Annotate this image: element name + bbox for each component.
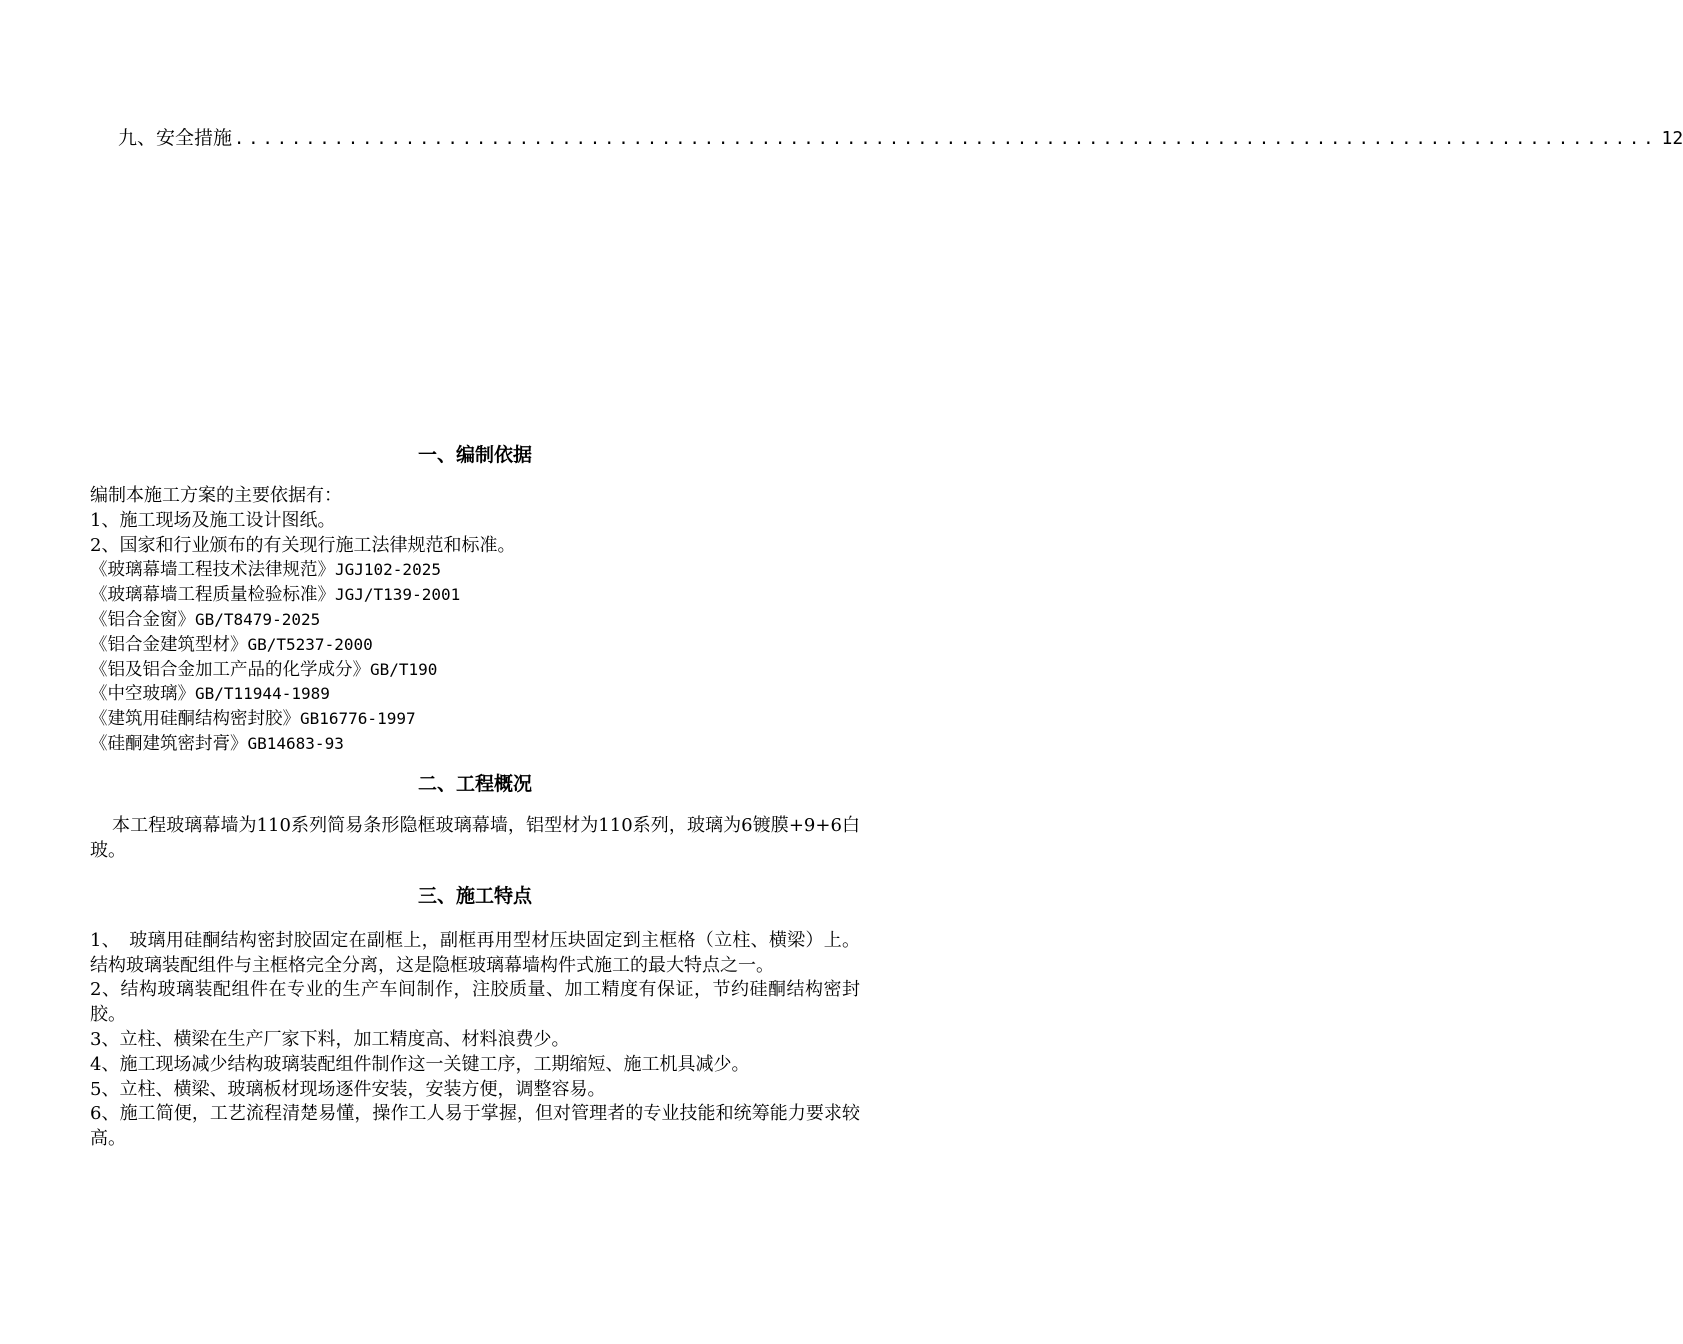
feature-item: 3、立柱、横梁在生产厂家下料，加工精度高、材料浪费少。 xyxy=(90,1028,570,1050)
standard-code: JGJ/T139-2001 xyxy=(335,585,461,605)
standard-name: 《铝及铝合金加工产品的化学成分》 xyxy=(90,659,370,680)
feature-item: 5、立柱、横梁、玻璃板材现场逐件安装，安装方便，调整容易。 xyxy=(90,1078,606,1100)
toc-page-number: 12 xyxy=(1661,128,1683,149)
standard-name: 《建筑用硅酮结构密封胶》 xyxy=(90,709,300,730)
standard-code: GB/T190 xyxy=(370,659,438,679)
standard-item xyxy=(90,583,860,608)
toc-entry[interactable] xyxy=(118,124,1683,152)
standard-name: 《玻璃幕墙工程技术法律规范》 xyxy=(90,560,335,581)
standard-item xyxy=(90,732,860,757)
standard-code: JGJ102-2025 xyxy=(335,560,441,580)
feature-item: 2、结构玻璃装配组件在专业的生产车间制作，注胶质量、加工精度有保证，节约硅酮结构密封胶。 xyxy=(90,979,860,1026)
document-body xyxy=(90,440,860,1152)
overview-paragraph: 本工程玻璃幕墙为110系列简易条形隐框玻璃幕墙，铝型材为110系列，玻璃为6镀膜+9+6白玻。 xyxy=(90,814,860,861)
feature-item: 6、施工简便，工艺流程清楚易懂，操作工人易于掌握，但对管理者的专业技能和统筹能力要求较高。 xyxy=(90,1103,860,1150)
section-heading-features: 三、施工特点 xyxy=(417,884,532,907)
toc-leader-dots: .................................................................................................... xyxy=(234,129,1658,149)
standard-item xyxy=(90,682,860,707)
standard-item xyxy=(90,658,860,683)
toc-entry-title: 九、安全措施 xyxy=(118,127,233,149)
standard-name: 《硅酮建筑密封膏》 xyxy=(90,733,248,754)
standard-name: 《中空玻璃》 xyxy=(90,684,195,705)
standard-code: GB/T8479-2025 xyxy=(195,609,321,629)
standard-code: GB/T11944-1989 xyxy=(195,684,330,704)
standard-item xyxy=(90,608,860,633)
standard-name: 《铝合金窗》 xyxy=(90,609,195,630)
basis-intro: 编制本施工方案的主要依据有： xyxy=(90,485,342,506)
section-heading-overview: 二、工程概况 xyxy=(417,772,532,795)
basis-item: 2、国家和行业颁布的有关现行施工法律规范和标准。 xyxy=(90,534,516,556)
standard-item xyxy=(90,633,860,658)
standard-item xyxy=(90,707,860,732)
feature-item: 1、 玻璃用硅酮结构密封胶固定在副框上，副框再用型材压块固定到主框格（立柱、横梁）上。结构玻璃装配组件与主框格完全分离，这是隐框玻璃幕墙构件式施工的最大特点之一。 xyxy=(90,929,860,976)
standard-item xyxy=(90,558,860,583)
feature-item: 4、施工现场减少结构玻璃装配组件制作这一关键工序，工期缩短、施工机具减少。 xyxy=(90,1053,750,1075)
standard-code: GB16776-1997 xyxy=(300,709,416,729)
standard-name: 《铝合金建筑型材》 xyxy=(90,634,248,655)
section-heading-basis: 一、编制依据 xyxy=(417,444,532,466)
standard-name: 《玻璃幕墙工程质量检验标准》 xyxy=(90,585,335,606)
standard-code: GB/T5237-2000 xyxy=(247,634,373,654)
basis-item: 1、施工现场及施工设计图纸。 xyxy=(90,509,336,531)
standard-code: GB14683-93 xyxy=(247,733,344,753)
